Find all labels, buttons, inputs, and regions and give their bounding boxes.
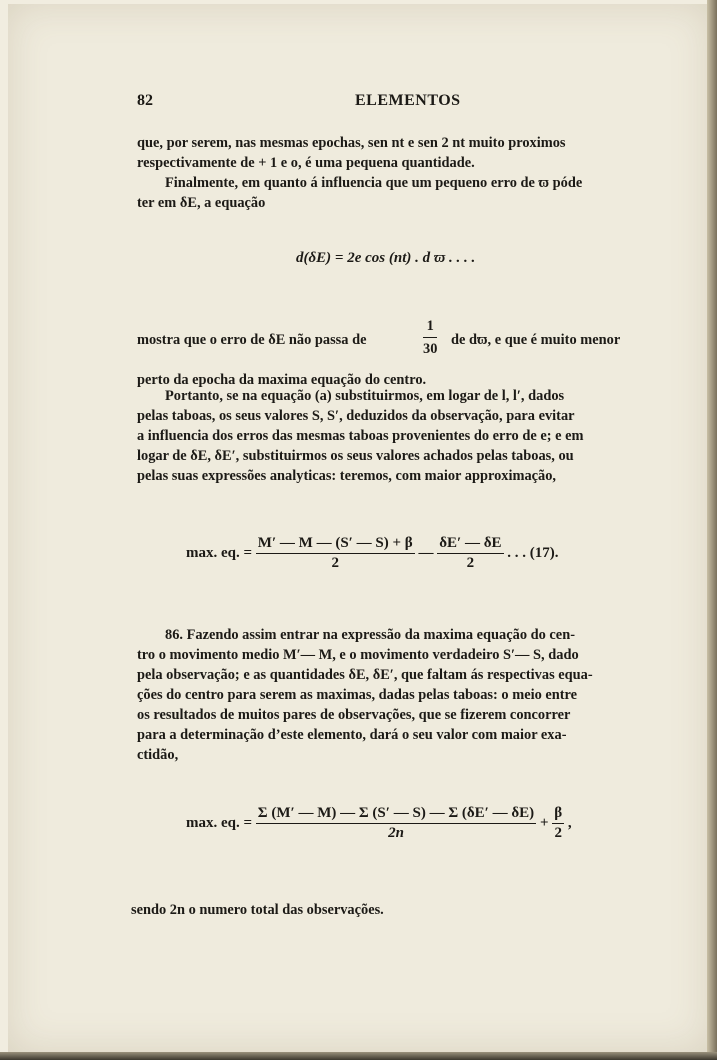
page-number: 82 <box>137 92 153 109</box>
paragraph-2 <box>137 173 675 213</box>
text-line: perto da epocha da maxima equação do centro. <box>137 372 427 388</box>
fraction-delta-e <box>437 535 503 572</box>
text-line: 86. Fazendo assim entrar na expressão da maxima equação do cen- <box>165 627 575 643</box>
text-line: a influencia dos erros das mesmas taboas provenientes do erro de e; e em <box>137 428 584 444</box>
text-line: para a determinação d’este elemento, dará o seu valor com maior exa- <box>137 727 567 743</box>
text-line: pelas taboas, os seus valores S, S′, deduzidos da observação, para evitar <box>137 408 575 424</box>
paragraph-1 <box>137 133 675 173</box>
text-line: ter em δE, a equação <box>137 195 266 211</box>
equation-lhs: max. eq. = <box>186 545 253 561</box>
paragraph-final <box>131 900 669 920</box>
fraction-numerator: δE′ — δE <box>437 535 503 554</box>
equation-tail: , <box>567 815 572 831</box>
text-span: mostra que o erro de δE não passa de <box>137 332 367 348</box>
equation-lhs: max. eq. = <box>186 815 253 831</box>
text-line: Portanto, se na equação (a) substituirmos, em logar de l, l′, dados <box>165 388 565 404</box>
text-line: sendo 2n o numero total das observações. <box>131 902 384 918</box>
fraction-numerator: Σ (M′ — M) — Σ (S′ — S) — Σ (δE′ — δE) <box>256 805 536 824</box>
text-line: logar de δE, δE′, substituirmos os seus valores achados pelas taboas, ou <box>137 448 574 464</box>
paragraph-86 <box>137 625 675 765</box>
fraction-mean-motion <box>256 535 415 572</box>
fraction-denominator: 2 <box>554 825 562 841</box>
plus-sign: + <box>539 815 549 831</box>
text-line: pelas suas expressões analyticas: teremos, com maior approximação, <box>137 468 557 484</box>
fraction-numerator: M′ — M — (S′ — S) + β <box>256 535 415 554</box>
running-header <box>137 92 677 116</box>
text-line: ctidão, <box>137 747 179 763</box>
text-line: os resultados de muitos pares de observações, que se fizerem concorrer <box>137 707 571 723</box>
text-line: tro o movimento medio M′— M, e o movimento verdadeiro S′— S, dado <box>137 647 579 663</box>
text-line: ções do centro para serem as maximas, dadas pelas taboas: o meio entre <box>137 687 578 703</box>
fraction-beta-half <box>552 805 564 842</box>
text-line: Finalmente, em quanto á influencia que um pequeno erro de ϖ póde <box>165 175 583 191</box>
fraction-denominator: 2 <box>466 555 475 571</box>
paragraph-3 <box>137 316 675 390</box>
equation-max-eq-sum <box>186 805 572 842</box>
text-span: de dϖ, e que é muito menor <box>451 332 621 348</box>
text-line: respectivamente de + 1 e o, é uma pequena quantidade. <box>137 155 475 171</box>
paragraph-4 <box>137 386 675 486</box>
fraction-denominator: 2 <box>331 555 339 571</box>
fraction-one-thirtieth <box>423 316 437 359</box>
running-title: ELEMENTOS <box>355 92 461 109</box>
equation-d-delta-e <box>296 250 475 267</box>
minus-sign: — <box>418 545 434 561</box>
equation-text: d(δE) = 2e cos (nt) . d ϖ . . . . <box>296 250 476 266</box>
equation-number: . . . (17). <box>507 545 559 561</box>
text-line: pela observação; e as quantidades δE, δE′, que faltam ás respectivas equa- <box>137 667 593 683</box>
page-edge-right <box>707 0 717 1060</box>
fraction-denominator: 30 <box>423 341 438 357</box>
text-line: que, por serem, nas mesmas epochas, sen nt e sen 2 nt muito proximos <box>137 135 566 151</box>
fraction-sum <box>256 805 536 842</box>
fraction-line <box>137 316 675 364</box>
fraction-denominator: 2n <box>388 825 404 841</box>
fraction-numerator: 1 <box>423 316 437 338</box>
page-edge-bottom <box>0 1052 717 1060</box>
equation-17 <box>186 535 559 572</box>
fraction-numerator: β <box>552 805 564 824</box>
